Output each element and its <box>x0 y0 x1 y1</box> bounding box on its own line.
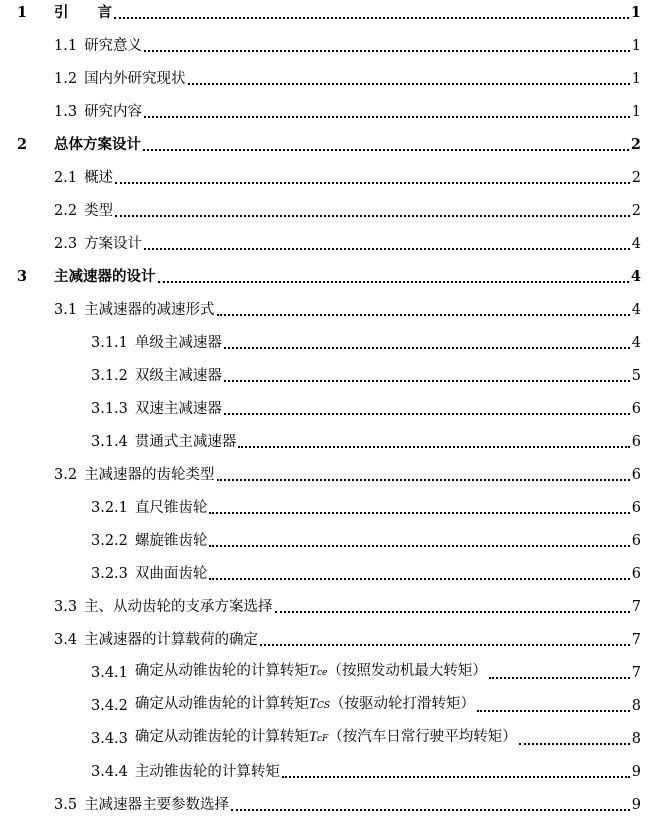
toc-entry[interactable] <box>54 167 641 189</box>
dot-leader <box>209 512 629 514</box>
toc-entry-number: 3.4.2 <box>91 698 128 714</box>
toc-entry[interactable] <box>54 35 641 57</box>
toc-entry-title <box>84 101 142 123</box>
dot-leader <box>209 545 629 547</box>
toc-entry-page: 9 <box>631 797 641 813</box>
toc-entry[interactable] <box>54 464 641 486</box>
toc-entry-title-suffix: （按汽车日常行驶平均转矩） <box>328 729 517 745</box>
toc-entry-number: 2 <box>17 136 28 153</box>
dot-leader <box>114 17 629 19</box>
toc-entry[interactable] <box>17 2 641 24</box>
toc-entry-number: 1.2 <box>54 71 78 87</box>
toc-entry-title <box>84 167 113 189</box>
dot-leader <box>158 281 629 283</box>
toc-entry[interactable] <box>54 629 641 651</box>
toc-entry-page: 6 <box>631 566 641 582</box>
toc-entry-title-text: 研究意义 <box>84 38 143 54</box>
toc-entry-page: 5 <box>631 368 641 384</box>
toc-entry-number: 2.1 <box>54 170 78 186</box>
dot-leader <box>188 83 630 85</box>
toc-entry-title <box>84 299 215 321</box>
toc-entry-title-text: 确定从动锥齿轮的计算转矩 <box>134 663 309 679</box>
toc-entry-number: 3.2 <box>54 467 78 483</box>
toc-entry-number: 3 <box>17 268 28 285</box>
toc-entry-title-text: 确定从动锥齿轮的计算转矩 <box>134 729 309 745</box>
toc-entry-number: 3.4.1 <box>91 665 128 681</box>
toc-entry-title-text: 主动锥齿轮的计算转矩 <box>134 764 280 780</box>
toc-entry-title-text: 主减速器的减速形式 <box>84 302 215 318</box>
dot-leader <box>477 710 630 712</box>
toc-entry-title <box>84 629 258 651</box>
dot-leader <box>143 149 629 151</box>
toc-entry[interactable] <box>91 332 641 354</box>
toc-entry-title-text: 单级主减速器 <box>134 335 222 351</box>
toc-entry-number: 1.1 <box>54 38 78 54</box>
toc-entry-number: 3.4.4 <box>91 764 128 780</box>
toc-entry-title <box>54 134 141 156</box>
toc-entry-page: 2 <box>631 203 641 219</box>
toc-entry-title <box>135 398 222 420</box>
toc-entry-number: 3.1.4 <box>91 434 128 450</box>
toc-entry-title <box>135 761 280 783</box>
toc-entry-page: 6 <box>631 500 641 516</box>
toc-entry-page: 9 <box>631 764 641 780</box>
toc-entry-number: 3.2.2 <box>91 533 128 549</box>
toc-entry-title <box>84 794 229 816</box>
toc-entry-number: 2.3 <box>54 236 78 252</box>
toc-entry-page: 4 <box>630 268 641 285</box>
toc-entry-title <box>84 68 186 90</box>
toc-entry-title <box>54 2 112 24</box>
torque-symbol: T <box>308 696 317 712</box>
dot-leader <box>224 413 630 415</box>
toc-entry[interactable] <box>91 728 641 750</box>
toc-entry[interactable] <box>91 761 641 783</box>
toc-entry[interactable] <box>54 596 641 618</box>
toc-entry-title-text: 直尺锥齿轮 <box>134 500 208 516</box>
dot-leader <box>260 644 630 646</box>
toc-entry-number: 3.1.2 <box>91 368 128 384</box>
toc-entry-number: 3.2.1 <box>91 500 128 516</box>
toc-entry-title-text: 方案设计 <box>84 236 143 252</box>
toc-entry-number: 3.1 <box>54 302 78 318</box>
toc-entry-title-text: 研究内容 <box>84 104 143 120</box>
toc-entry-page: 6 <box>631 401 641 417</box>
toc-entry[interactable] <box>54 101 641 123</box>
dot-leader <box>224 380 630 382</box>
toc-entry-page: 7 <box>631 632 641 648</box>
toc-entry-title-text: 总体方案设计 <box>54 136 141 153</box>
toc-entry-title-text: 主减速器的齿轮类型 <box>84 467 215 483</box>
toc-entry-title-suffix: （按驱动轮打滑转矩） <box>330 696 476 712</box>
dot-leader <box>115 182 630 184</box>
torque-subscript: ce <box>316 668 328 678</box>
toc-entry-title-text: 主、从动齿轮的支承方案选择 <box>84 599 273 615</box>
dot-leader <box>282 776 630 778</box>
toc-entry-page: 4 <box>631 236 641 252</box>
toc-entry-title <box>84 233 142 255</box>
toc-entry-title-text: 引 言 <box>54 4 112 21</box>
toc-entry-number: 3.2.3 <box>91 566 128 582</box>
toc-entry-title <box>135 660 487 684</box>
toc-entry-title <box>135 530 208 552</box>
toc-entry-title-text: 双速主减速器 <box>134 401 222 417</box>
toc-entry-title <box>84 464 215 486</box>
toc-entry-title <box>84 200 113 222</box>
toc-entry-title-text: 类型 <box>84 203 114 219</box>
dot-leader <box>489 677 630 679</box>
dot-leader <box>144 248 630 250</box>
toc-entry-title-text: 国内外研究现状 <box>84 71 186 87</box>
toc-entry[interactable] <box>91 563 641 585</box>
toc-entry[interactable] <box>54 68 641 90</box>
toc-entry-page: 6 <box>631 434 641 450</box>
toc-entry[interactable] <box>91 530 641 552</box>
toc-entry-number: 3.1.3 <box>91 401 128 417</box>
toc-entry-title-text: 主减速器的计算载荷的确定 <box>84 632 259 648</box>
toc-entry-page: 7 <box>631 599 641 615</box>
dot-leader <box>238 446 629 448</box>
toc-entry[interactable] <box>91 431 641 453</box>
toc-entry-number: 2.2 <box>54 203 78 219</box>
toc-entry[interactable] <box>91 695 641 717</box>
toc-entry-number: 1.3 <box>54 104 78 120</box>
toc-entry-title <box>135 332 222 354</box>
toc-entry-title-text: 确定从动锥齿轮的计算转矩 <box>134 696 309 712</box>
dot-leader <box>115 215 630 217</box>
toc-entry-title <box>135 563 208 585</box>
toc-entry-title <box>135 693 475 717</box>
toc-entry[interactable] <box>91 398 641 420</box>
toc-entry-page: 7 <box>631 665 641 681</box>
toc-entry-page: 1 <box>631 71 641 87</box>
toc-entry-number: 3.1.1 <box>91 335 128 351</box>
toc-entry-title <box>135 365 222 387</box>
toc-entry-number: 3.5 <box>54 797 78 813</box>
toc-entry-number: 3.4.3 <box>91 731 128 747</box>
toc-entry[interactable] <box>17 134 641 156</box>
toc-entry[interactable] <box>54 233 641 255</box>
toc-entry-title-text: 双曲面齿轮 <box>134 566 208 582</box>
toc-entry-number: 3.4 <box>54 632 78 648</box>
torque-subscript: CS <box>316 701 331 711</box>
toc-entry-title <box>135 431 237 453</box>
toc-entry-page: 8 <box>631 731 641 747</box>
toc-entry-title-text: 双级主减速器 <box>134 368 222 384</box>
toc-entry-title <box>135 726 517 750</box>
dot-leader <box>144 116 630 118</box>
dot-leader <box>144 50 630 52</box>
toc-entry-page: 1 <box>631 104 641 120</box>
toc-entry-page: 6 <box>631 533 641 549</box>
toc-entry-page: 6 <box>631 467 641 483</box>
toc-entry[interactable] <box>91 662 641 684</box>
torque-subscript: cF <box>316 734 329 744</box>
torque-symbol: T <box>308 663 317 679</box>
toc-entry-number: 1 <box>17 4 28 21</box>
toc-entry-title-text: 主减速器主要参数选择 <box>84 797 230 813</box>
toc-entry-title-text: 贯通式主减速器 <box>134 434 237 450</box>
toc-entry-title-text: 螺旋锥齿轮 <box>134 533 208 549</box>
dot-leader <box>209 578 629 580</box>
toc-entry-page: 4 <box>631 302 641 318</box>
dot-leader <box>217 479 630 481</box>
toc-entry-title-suffix: （按照发动机最大转矩） <box>327 663 487 679</box>
toc-entry-title <box>54 266 156 288</box>
toc-entry-title-text: 概述 <box>84 170 114 186</box>
toc-entry[interactable] <box>54 299 641 321</box>
toc-entry-title <box>84 35 142 57</box>
dot-leader <box>275 611 630 613</box>
toc-entry-page: 2 <box>630 136 641 153</box>
toc-entry[interactable] <box>91 497 641 519</box>
toc-entry-title <box>84 596 273 618</box>
toc-entry-page: 2 <box>631 170 641 186</box>
toc-entry-title-text: 主减速器的设计 <box>54 268 156 285</box>
torque-symbol: T <box>308 729 317 745</box>
dot-leader <box>217 314 630 316</box>
dot-leader <box>224 347 630 349</box>
toc-entry-number: 3.3 <box>54 599 78 615</box>
toc-entry[interactable] <box>54 794 641 816</box>
toc-entry[interactable] <box>54 200 641 222</box>
toc-entry-page: 4 <box>631 335 641 351</box>
toc-entry[interactable] <box>17 266 641 288</box>
dot-leader <box>231 809 630 811</box>
toc-entry-page: 1 <box>630 4 641 21</box>
dot-leader <box>519 743 630 745</box>
toc-entry-page: 8 <box>631 698 641 714</box>
toc-entry[interactable] <box>91 365 641 387</box>
toc-entry-page: 1 <box>631 38 641 54</box>
toc-entry-title <box>135 497 208 519</box>
